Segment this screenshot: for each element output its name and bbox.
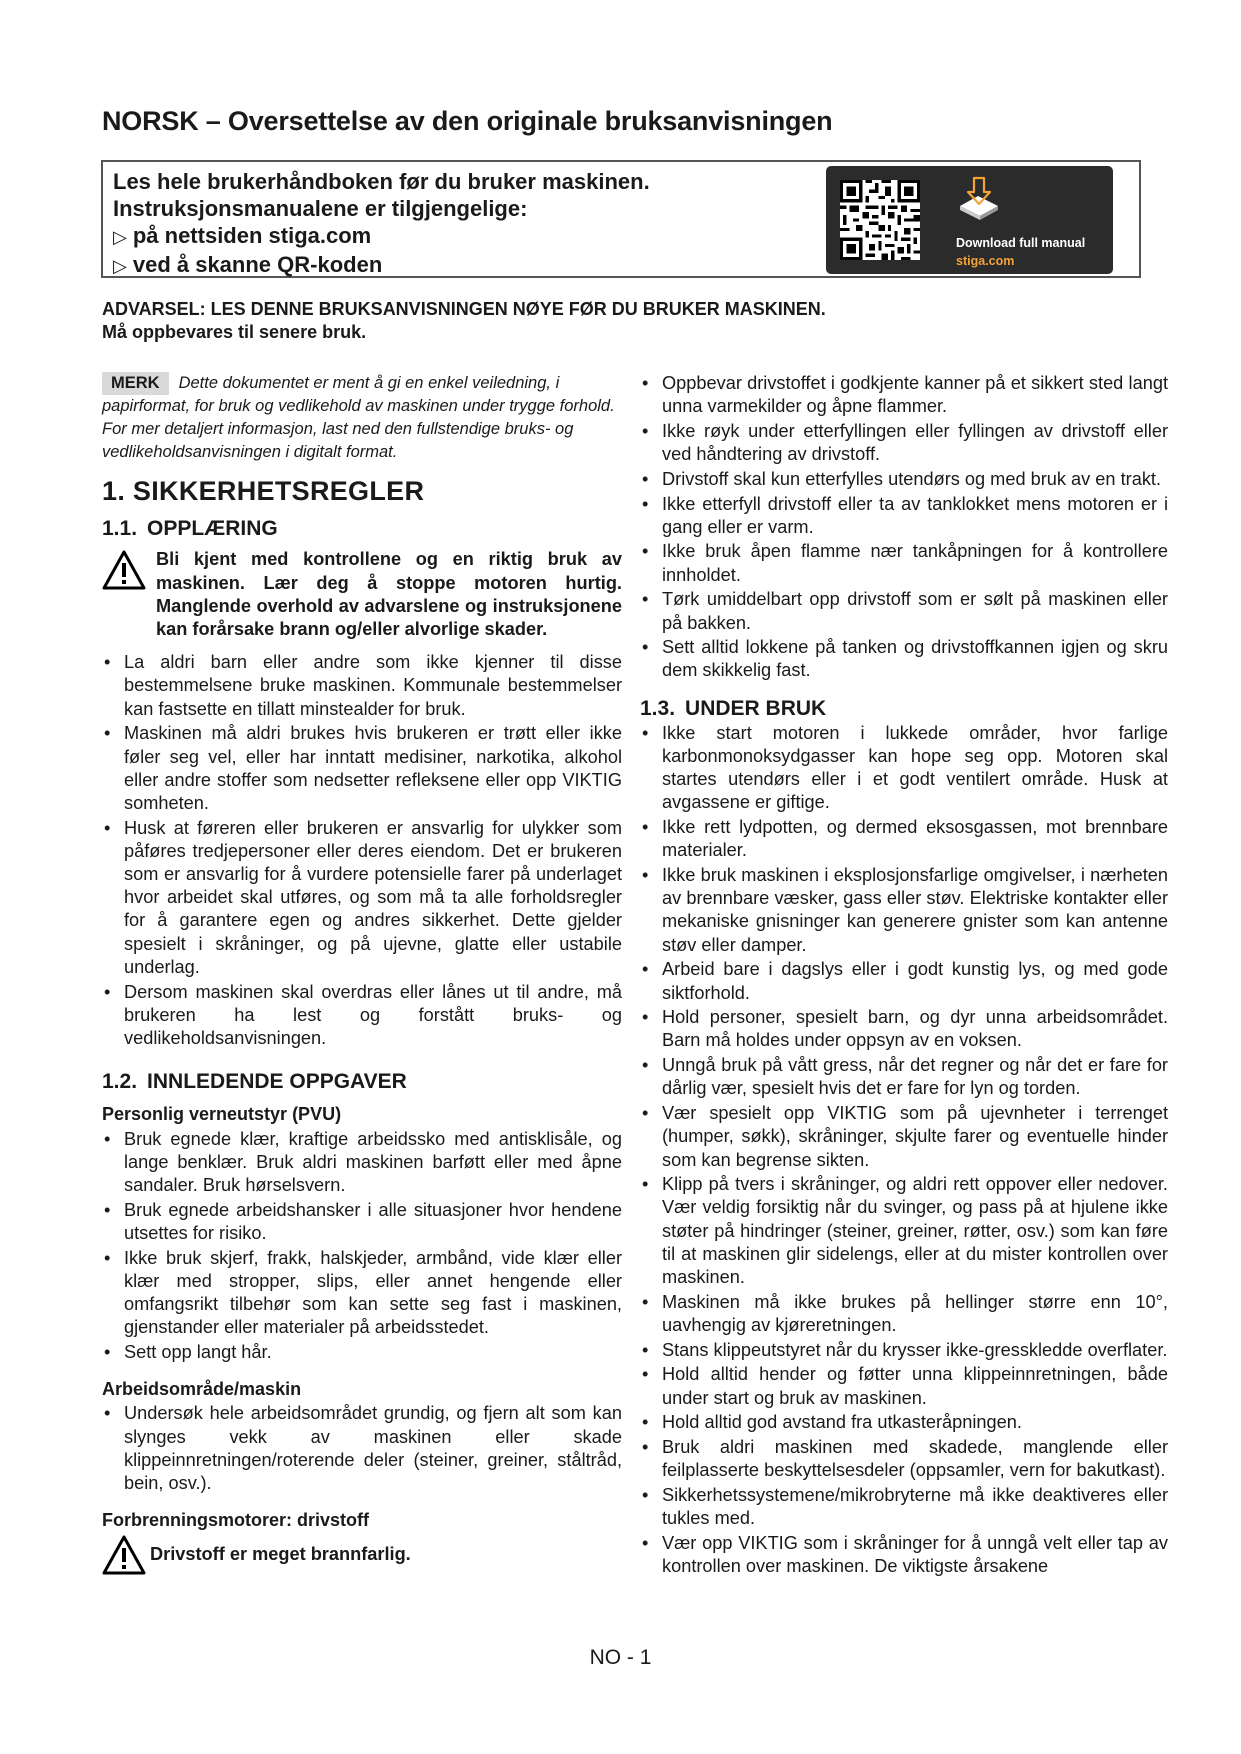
list-item: • Bruk egnede klær, kraftige arbeidssko med antisklisåle, og lange benklær. Bruk aldri maskinen barføtt eller med åpne sandaler. Bruk hørselsvern.	[102, 1128, 622, 1198]
triangle-arrow-icon: ▷	[113, 227, 127, 247]
merk-tag: MERK	[102, 372, 169, 395]
list-item: • Drivstoff skal kun etterfylles utendørs og med bruk av en trakt.	[640, 468, 1168, 491]
triangle-arrow-icon: ▷	[113, 256, 127, 276]
list-item: • Tørk umiddelbart opp drivstoff som er sølt på maskinen eller på bakken.	[640, 588, 1168, 634]
left-column	[102, 372, 622, 1585]
notice-line: Instruksjonsmanualene er tilgjengelige:	[113, 196, 528, 221]
list-item: • Ikke start motoren i lukkede områder, hvor farlige karbonmonoksydgasser kan hope seg opp. Motoren skal startes utendørs eller i et godt ventilert område. Husk at avgassene er giftige.	[640, 722, 1168, 815]
manual-availability-box	[101, 160, 1141, 278]
list-item: • Hold alltid hender og føtter unna klippeinnretningen, både under start og bruk av maskinen.	[640, 1363, 1168, 1409]
list-item: • Ikke bruk skjerf, frakk, halskjeder, armbånd, vide klær eller klær med stropper, slips, eller annet hengende eller omfangsrikt tilbehør som kan sette seg fast i maskinen, gjenstander eller materialer på arbeidsstedet.	[102, 1247, 622, 1340]
page-number: NO - 1	[589, 1646, 652, 1669]
list-item: • Dersom maskinen skal overdras eller lånes ut til andre, må brukeren ha lest og forstått bruks- og vedlikeholdsanvisningen.	[102, 981, 622, 1051]
section-1-1-heading: 1.1. OPPLÆRING	[102, 517, 278, 541]
list-item: • Arbeid bare i dagslys eller i godt kunstig lys, og med gode siktforhold.	[640, 958, 1168, 1004]
list-item: • Ikke røyk under etterfyllingen eller fyllingen av drivstoff eller ved håndtering av drivstoff.	[640, 420, 1168, 466]
list-item: • Oppbevar drivstoffet i godkjente kanner på et sikkert sted langt unna varmekilder og åpne flammer.	[640, 372, 1168, 418]
section-1-3-heading: 1.3. UNDER BRUK	[640, 696, 827, 720]
fuel-list	[640, 372, 1168, 683]
notice-option-website: ▷ på nettsiden stiga.com	[113, 223, 372, 248]
list-item: • Unngå bruk på vått gress, når det regner og når det er fare for dårlig vær, spesielt hvis det er fare for lyn og torden.	[640, 1054, 1168, 1100]
training-warning: Bli kjent med kontrollene og en riktig bruk av maskinen. Lær deg å stoppe motoren hurtig. Manglende overhold av advarslene og instruksjonene kan forårsake brann og/eller alvorlige skader.	[102, 548, 622, 641]
list-item: • Husk at føreren eller brukeren er ansvarlig for ulykker som påføres tredjepersoner eller deres eiendom. Det er brukeren som er ansvarlig for å vurdere potensielle farer på underlaget hvor arbeidet skal utføres, og som må ta alle forholdsregler for å garantere egen og andres sikkerhet. Dette gjelder spesielt i skråninger, og på ujevne, glatte eller ustabile underlag.	[102, 817, 622, 979]
notice-text	[113, 168, 650, 280]
list-item: • Maskinen må aldri brukes hvis brukeren er trøtt eller ikke føler seg vel, eller har inntatt medisiner, narkotika, alkohol eller andre stoffer som nedsetter refleksene eller opp VIKTIG somheten.	[102, 722, 622, 815]
list-item: • Bruk aldri maskinen med skadede, manglende eller feilplasserte beskyttelsesdeler (oppsamler, vern for bakutkast).	[640, 1436, 1168, 1482]
list-item: • Stans klippeutstyret når du krysser ikke-gresskledde overflater.	[640, 1339, 1168, 1362]
list-item: • Undersøk hele arbeidsområdet grundig, og fjern alt som kan slynges vekk av maskinen eller skade klippeinnretningen/roterende deler (steiner, greiner, ståltråd, bein, osv.).	[102, 1402, 622, 1495]
fuel-warning: Drivstoff er meget brannfarlig.	[102, 1533, 622, 1575]
list-item: • Ikke bruk åpen flamme nær tankåpningen for å kontrollere innholdet.	[640, 540, 1168, 586]
list-item: • Klipp på tvers i skråninger, og aldri rett oppover eller nedover. Vær veldig forsiktig når du svinger, og pass på at hjulene ikke støter på hindringer (steiner, greiner, røtter, osv.) som kan føre til at maskinen glir sidelengs, eller at du mister kontrollen over maskinen.	[640, 1173, 1168, 1289]
list-item: • Vær opp VIKTIG som i skråninger for å unngå velt eller tap av kontrollen over maskinen. De viktigste årsakene	[640, 1532, 1168, 1578]
notice-option-qr: ▷ ved å skanne QR-koden	[113, 252, 383, 277]
list-item: • Maskinen må ikke brukes på hellinger større enn 10°, uavhengig av kjøreretningen.	[640, 1291, 1168, 1337]
pvu-heading: Personlig verneutstyr (PVU)	[102, 1104, 342, 1125]
list-item: • Hold alltid god avstand fra utkasteråpningen.	[640, 1411, 1168, 1434]
fuel-heading: Forbrenningsmotorer: drivstoff	[102, 1510, 370, 1531]
download-site-link[interactable]: stiga.com	[956, 254, 1015, 268]
warning-triangle-icon	[102, 550, 146, 590]
notice-line: Les hele brukerhåndboken før du bruker maskinen.	[113, 169, 650, 194]
list-item: • Hold personer, spesielt barn, og dyr unna arbeidsområdet. Barn må holdes under oppsyn av en voksen.	[640, 1006, 1168, 1052]
list-item: • Ikke etterfyll drivstoff eller ta av tanklokket mens motoren er i gang eller er varm.	[640, 493, 1168, 539]
during-use-list	[640, 722, 1168, 1578]
warning-triangle-icon	[102, 1535, 146, 1575]
section-title-safety: 1. SIKKERHETSREGLER	[102, 476, 425, 506]
list-item: • La aldri barn eller andre som ikke kjenner til disse bestemmelsene bruke maskinen. Kommunale bestemmelser kan fastsette en tillatt minstealder for bruk.	[102, 651, 622, 721]
storage-warning: ADVARSEL: LES DENNE BRUKSANVISNINGEN NØYE FØR DU BRUKER MASKINEN. Må oppbevares til senere bruk.	[102, 299, 826, 342]
right-column	[640, 372, 1168, 1580]
list-item: • Ikke bruk maskinen i eksplosjonsfarlige omgivelser, i nærheten av brennbare væsker, gass eller støv. Elektriske kontakter eller mekaniske gnisninger kan generere gnister som kan antenne støv eller damper.	[640, 864, 1168, 957]
qr-code-icon[interactable]	[840, 180, 920, 260]
section-1-2-heading: 1.2. INNLEDENDE OPPGAVER	[102, 1070, 407, 1094]
download-manual-icon	[956, 176, 1002, 222]
download-manual-panel[interactable]	[826, 166, 1113, 274]
work-area-heading: Arbeidsområde/maskin	[102, 1379, 302, 1400]
list-item: • Ikke rett lydpotten, og dermed eksosgassen, mot brennbare materialer.	[640, 816, 1168, 862]
list-item: • Bruk egnede arbeidshansker i alle situasjoner hvor hendene utsettes for risiko.	[102, 1199, 622, 1245]
training-list	[102, 651, 622, 1050]
page-title: NORSK – Oversettelse av den originale bruksanvisningen	[102, 106, 833, 136]
list-item: • Vær spesielt opp VIKTIG som på ujevnheter i terrenget (humper, søkk), skråninger, skjulte farer og eventuelle hinder som kan begrense sikten.	[640, 1102, 1168, 1172]
pvu-list	[102, 1128, 622, 1365]
download-label: Download full manual	[956, 236, 1086, 250]
list-item: • Sikkerhetssystemene/mikrobryterne må ikke deaktiveres eller tukles med.	[640, 1484, 1168, 1530]
merk-note: MERK Dette dokumentet er ment å gi en enkel veiledning, i papirformat, for bruk og vedlikehold av maskinen under trygge forhold. For mer detaljert informasjon, last ned den fullstendige bruks- og vedlikeholdsanvisningen i digitalt format.	[102, 374, 615, 461]
list-item: • Sett opp langt hår.	[102, 1341, 622, 1364]
list-item: • Sett alltid lokkene på tanken og drivstoffkannen igjen og skru dem skikkelig fast.	[640, 636, 1168, 682]
work-area-list	[102, 1402, 622, 1495]
